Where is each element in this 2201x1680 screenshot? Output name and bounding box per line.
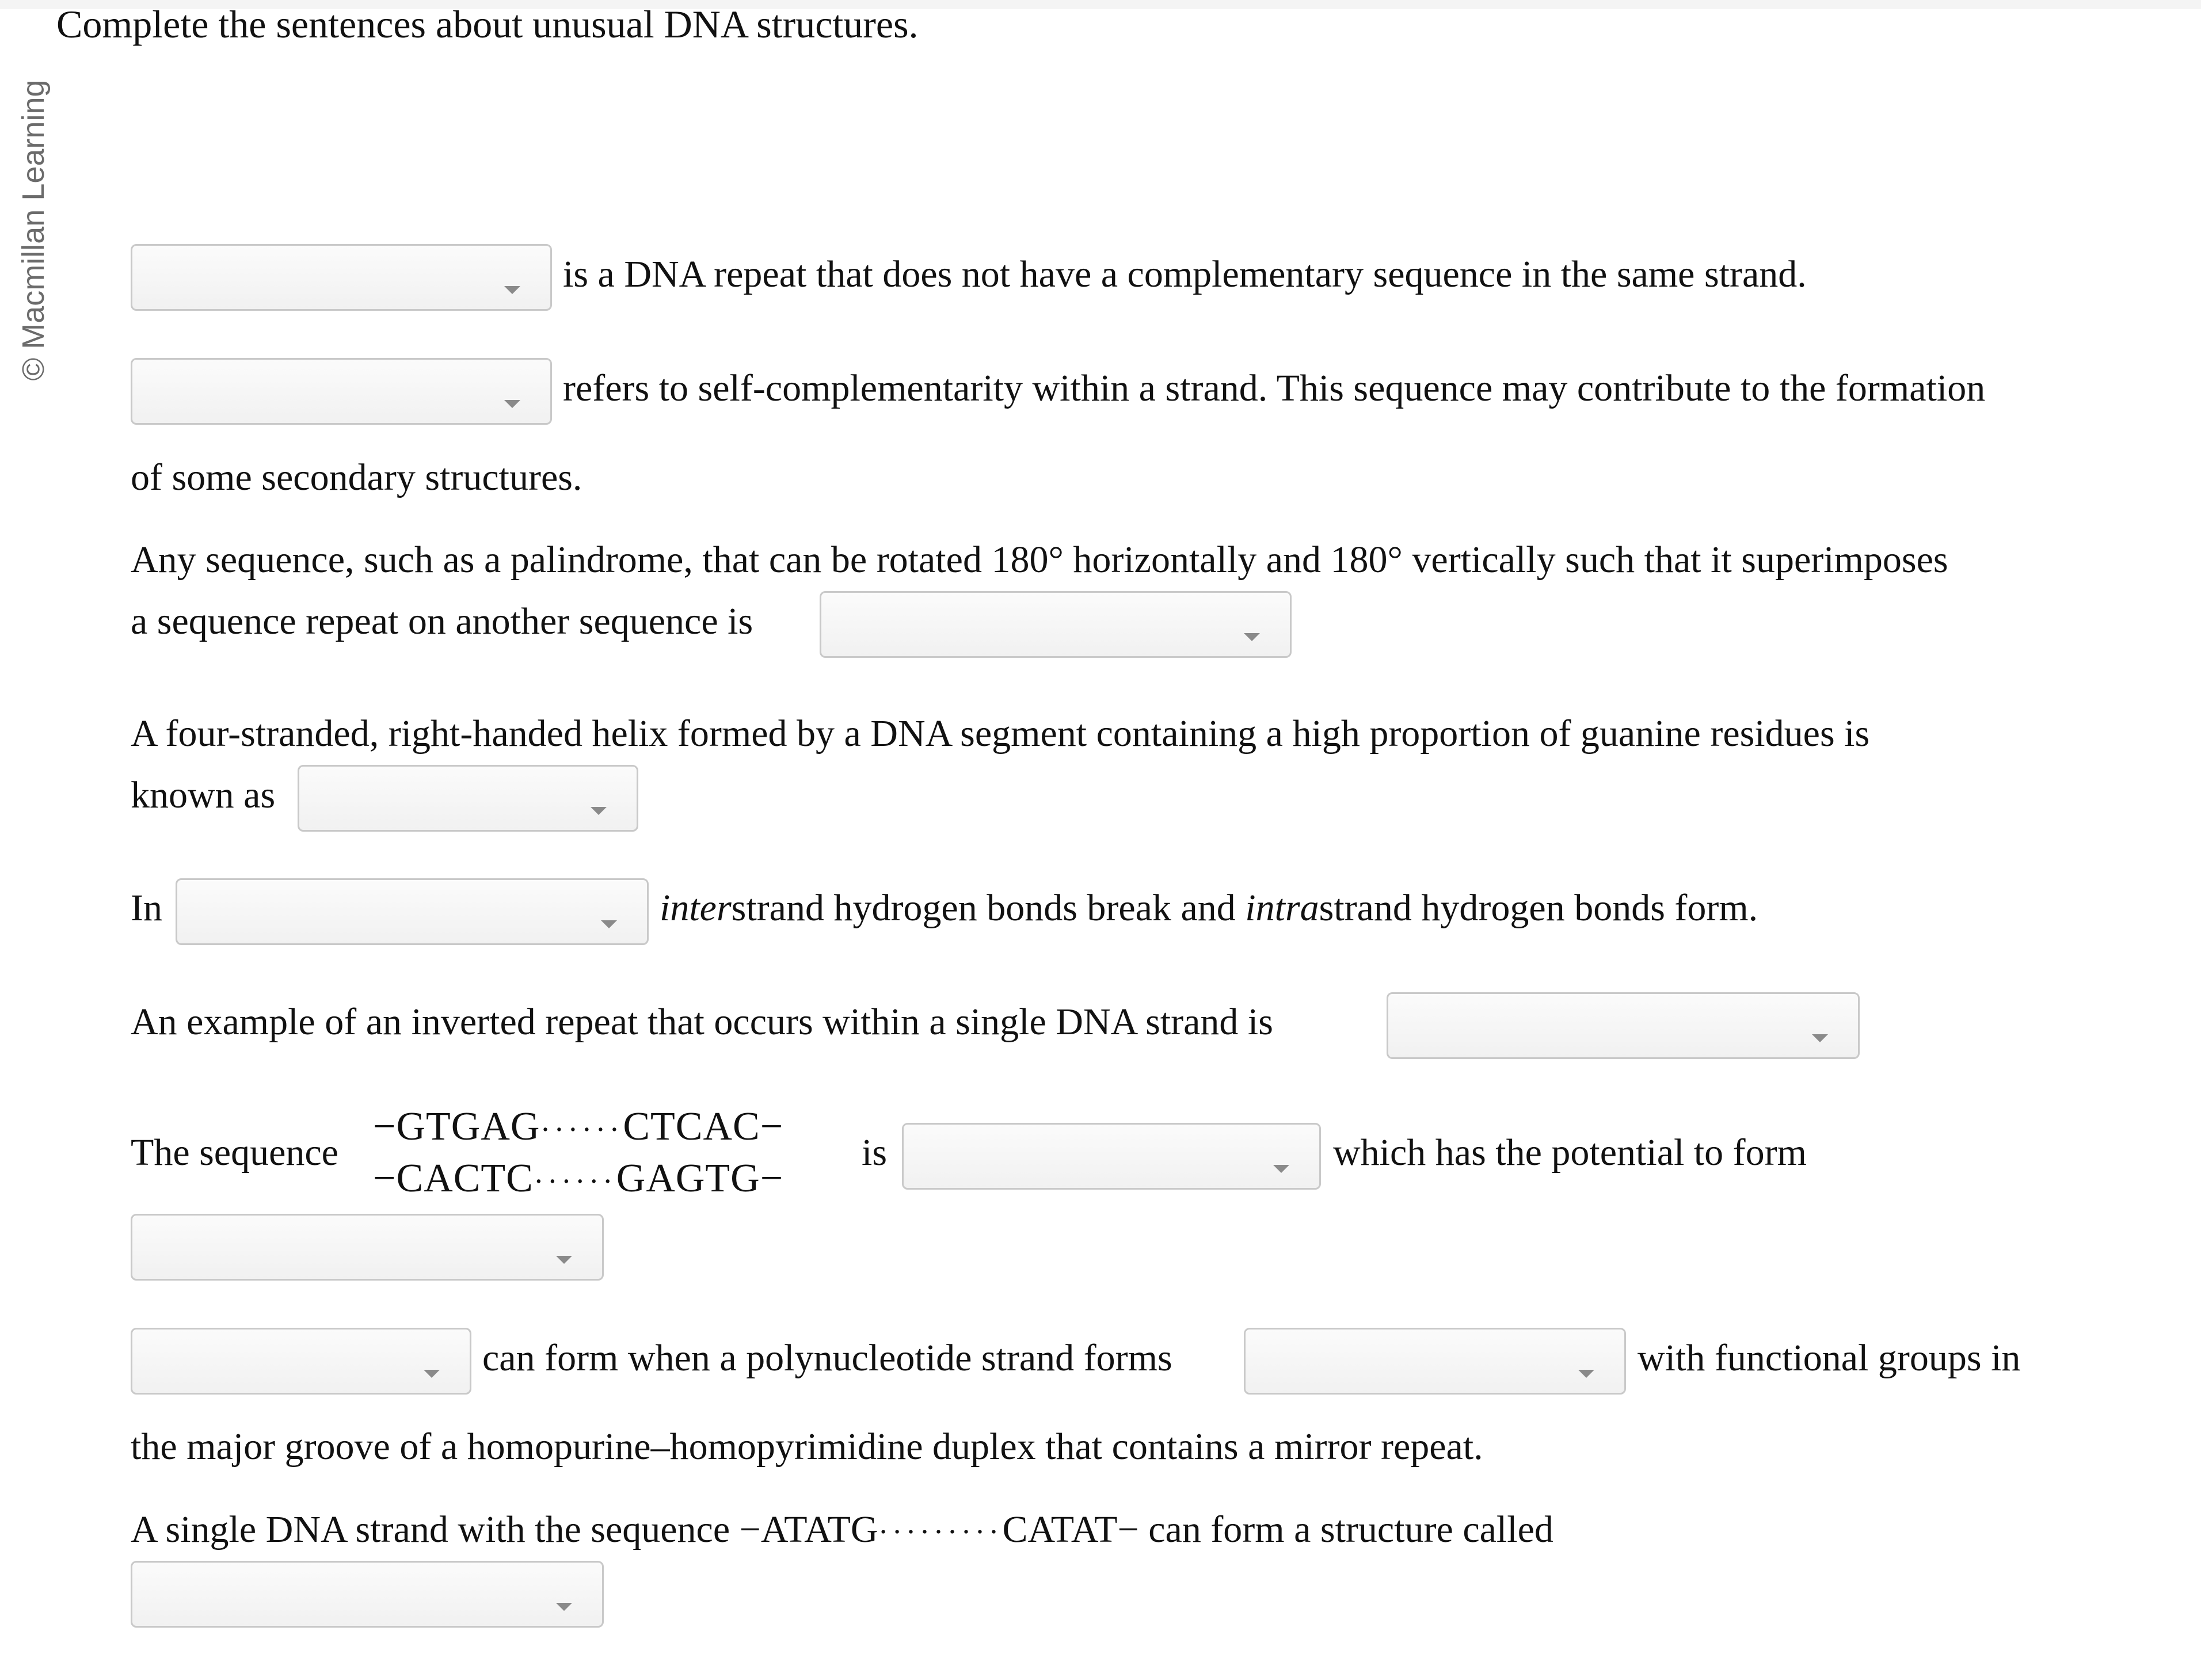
watermark-text: © Macmillan Learning: [16, 79, 51, 381]
sentence-5-text: [660, 885, 1758, 931]
dropdown-inverted-repeat-example[interactable]: [1387, 992, 1860, 1059]
dropdown-bond-type[interactable]: [1244, 1328, 1626, 1395]
sequence-top-strand: [373, 1104, 783, 1152]
sentence-5-end: strand hydrogen bonds form.: [1319, 887, 1758, 929]
sentence-6-text: An example of an inverted repeat that occurs within a single DNA strand is: [131, 1001, 1273, 1043]
chevron-down-icon: [556, 1603, 572, 1611]
chevron-down-icon: [1578, 1370, 1594, 1378]
chevron-down-icon: [504, 286, 520, 294]
sentence-7-before: The sequence: [131, 1132, 338, 1174]
sentence-8-mid: can form when a polynucleotide strand forms: [482, 1337, 1172, 1379]
seq-top-right: CTCAC−: [623, 1104, 784, 1149]
sentence-2-text: refers to self-complementarity within a strand. This sequence may contribute to the formation: [563, 367, 1986, 409]
seq-9-left: −ATATG: [739, 1508, 878, 1551]
dropdown-triplex-dna[interactable]: [131, 1328, 471, 1395]
page-title: Complete the sentences about unusual DNA structures.: [56, 2, 919, 46]
seq-9-dots: ·········: [878, 1514, 1003, 1549]
seq-top-dots: ······: [540, 1112, 623, 1146]
dropdown-self-complementarity[interactable]: [131, 358, 552, 425]
dropdown-dyad-symmetry[interactable]: [820, 591, 1292, 658]
chevron-down-icon: [1273, 1165, 1289, 1173]
sentence-4-line-1: A four-stranded, right-handed helix formed by a DNA segment containing a high proportion of guanine residues is: [131, 713, 1870, 755]
seq-9-right: CATAT−: [1002, 1508, 1139, 1551]
chevron-down-icon: [424, 1370, 440, 1378]
chevron-down-icon: [591, 807, 607, 815]
sentence-1-text: is a DNA repeat that does not have a complementary sequence in the same strand.: [563, 253, 1807, 295]
seq-bottom-right: GAGTG−: [616, 1156, 784, 1201]
sentence-8-continuation: the major groove of a homopurine–homopyrimidine duplex that contains a mirror repeat.: [131, 1426, 1483, 1468]
dropdown-strand-separation[interactable]: [176, 878, 649, 945]
chevron-down-icon: [504, 400, 520, 408]
sentence-7-after: which has the potential to form: [1333, 1132, 1807, 1174]
chevron-down-icon: [601, 920, 617, 928]
sentence-9-text: [131, 1507, 1553, 1555]
chevron-down-icon: [1812, 1034, 1828, 1042]
seq-bottom-dots: ······: [533, 1164, 616, 1198]
dropdown-hairpin-structure[interactable]: [131, 1561, 604, 1628]
sentence-4-line-2: known as: [131, 774, 276, 816]
sentence-5-italic-intra: intra: [1245, 887, 1319, 929]
sentence-5-italic-inter: inter: [660, 887, 732, 929]
sentence-9-after: can form a structure called: [1138, 1508, 1553, 1551]
sentence-3-line-1: Any sequence, such as a palindrome, that can be rotated 180° horizontally and 180° vertically such that it superimposes: [131, 539, 1948, 581]
sentence-9-before: A single DNA strand with the sequence: [131, 1508, 740, 1551]
sentence-2-continuation: of some secondary structures.: [131, 456, 582, 498]
chevron-down-icon: [1244, 633, 1260, 641]
sentence-5-in: In: [131, 887, 162, 929]
dropdown-unpaired-repeat[interactable]: [131, 244, 552, 311]
dropdown-g-quadruplex[interactable]: [298, 765, 638, 832]
seq-bottom-left: −CACTC: [373, 1156, 534, 1201]
sentence-5-mid: strand hydrogen bonds break and: [731, 887, 1246, 929]
sequence-bottom-strand: [373, 1156, 783, 1204]
sentence-8-after: with functional groups in: [1638, 1337, 2021, 1379]
dropdown-potential-structure[interactable]: [131, 1214, 604, 1281]
chevron-down-icon: [556, 1256, 572, 1264]
seq-top-left: −GTGAG: [373, 1104, 540, 1149]
sentence-3-line-2: a sequence repeat on another sequence is: [131, 600, 753, 642]
sentence-7-is: is: [862, 1132, 888, 1174]
dropdown-sequence-type[interactable]: [902, 1123, 1321, 1190]
